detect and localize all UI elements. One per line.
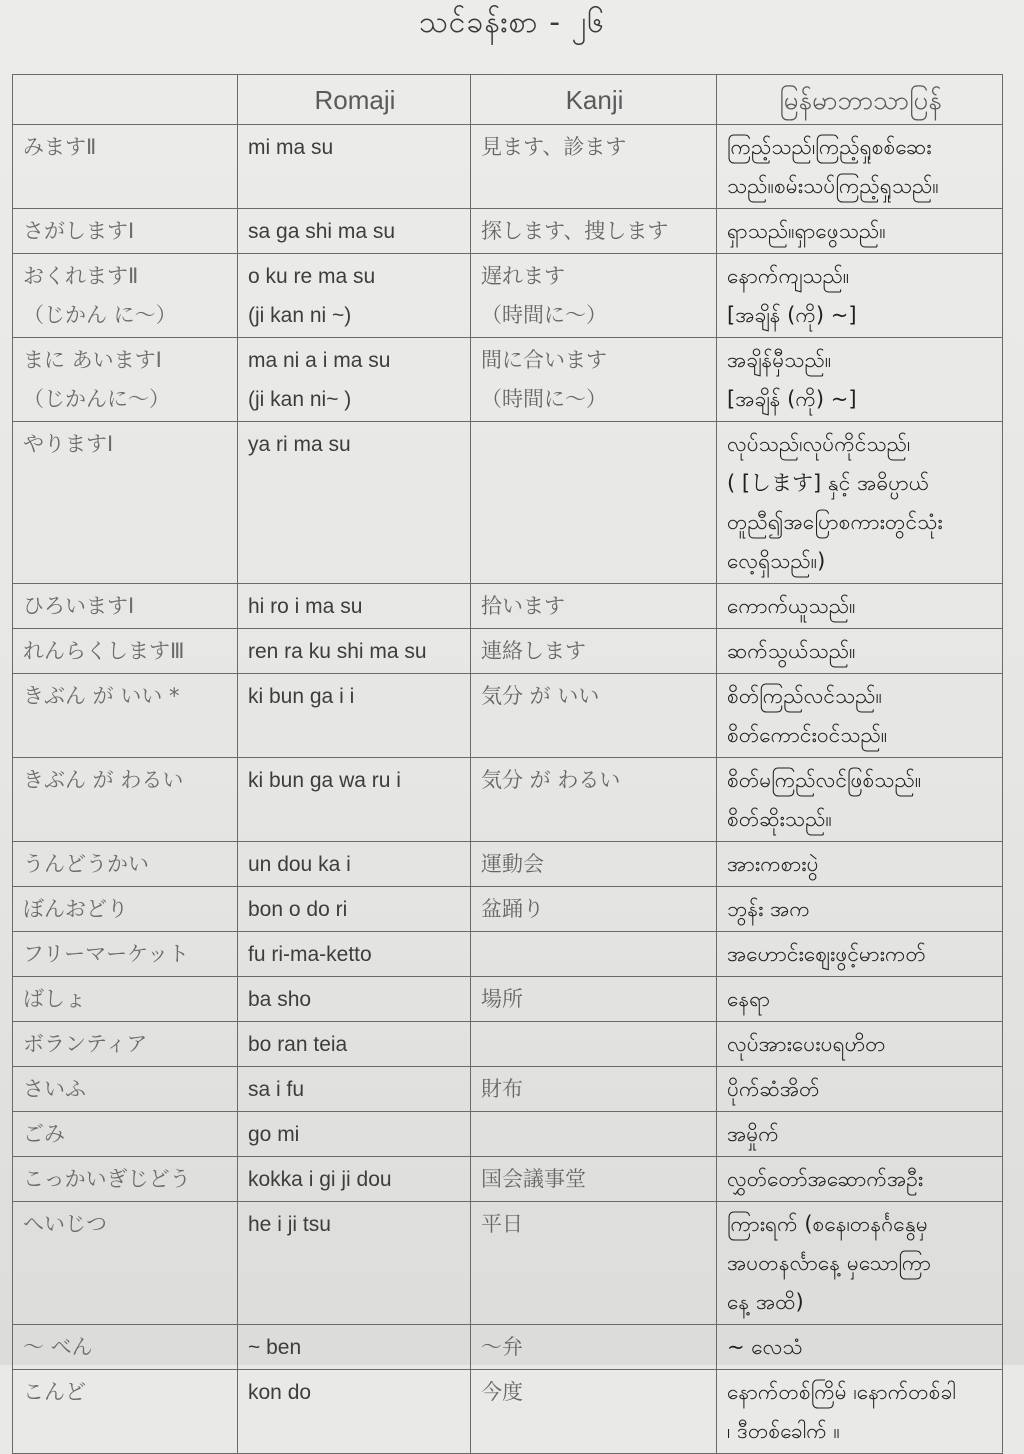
kana-cell: こっかいぎじどう — [13, 1157, 238, 1202]
table-row — [13, 1112, 1003, 1157]
kana-cell: ばしょ — [13, 977, 238, 1022]
kanji-cell: 連絡します — [471, 629, 717, 674]
table-row — [13, 209, 1003, 254]
table-row — [13, 1067, 1003, 1112]
myanmar-cell: လွှတ်တော်အဆောက်အဦး — [717, 1157, 1003, 1202]
kana-cell: うんどうかい — [13, 842, 238, 887]
header-row — [13, 75, 1003, 125]
romaji-cell: he i ji tsu — [238, 1202, 471, 1325]
lesson-title: သင်ခန်းစာ - ၂၆ — [418, 5, 606, 40]
myanmar-cell: အားကစားပွဲ — [717, 842, 1003, 887]
myanmar-cell: အမှိုက် — [717, 1112, 1003, 1157]
myanmar-cell: ကြည့်သည်၊ကြည့်ရှုစစ်ဆေး သည်။စမ်းသပ်ကြည့်ရှုသည်။ — [717, 125, 1003, 209]
kanji-cell: 運動会 — [471, 842, 717, 887]
romaji-cell: un dou ka i — [238, 842, 471, 887]
kanji-cell: 財布 — [471, 1067, 717, 1112]
kana-cell: フリーマーケット — [13, 932, 238, 977]
kana-cell: れんらくしますⅢ — [13, 629, 238, 674]
header-myanmar: မြန်မာဘာသာပြန် — [717, 75, 1003, 125]
kana-cell: こんど — [13, 1370, 238, 1454]
myanmar-cell: နောက်ကျသည်။ [အချိန် (ကို) ~] — [717, 254, 1003, 338]
romaji-cell: ba sho — [238, 977, 471, 1022]
kana-cell: ひろいますⅠ — [13, 584, 238, 629]
table-row — [13, 1022, 1003, 1067]
table-row — [13, 629, 1003, 674]
table-row — [13, 842, 1003, 887]
kanji-cell — [471, 1112, 717, 1157]
kana-cell: きぶん が わるい — [13, 758, 238, 842]
romaji-cell: ~ ben — [238, 1325, 471, 1370]
kana-cell: きぶん が いい * — [13, 674, 238, 758]
kana-cell: みますⅡ — [13, 125, 238, 209]
table-row — [13, 887, 1003, 932]
kana-cell: やりますⅠ — [13, 422, 238, 584]
kana-cell: さいふ — [13, 1067, 238, 1112]
table-row — [13, 758, 1003, 842]
kanji-cell — [471, 932, 717, 977]
kana-cell: へいじつ — [13, 1202, 238, 1325]
romaji-cell: fu ri-ma-ketto — [238, 932, 471, 977]
table-row — [13, 1157, 1003, 1202]
table-row — [13, 977, 1003, 1022]
myanmar-cell: ~ လေသံ — [717, 1325, 1003, 1370]
romaji-cell: kon do — [238, 1370, 471, 1454]
kana-cell: ボランティア — [13, 1022, 238, 1067]
myanmar-cell: ရှာသည်။ရှာဖွေသည်။ — [717, 209, 1003, 254]
romaji-cell: ya ri ma su — [238, 422, 471, 584]
kana-cell: ごみ — [13, 1112, 238, 1157]
kanji-cell: 場所 — [471, 977, 717, 1022]
table-row — [13, 674, 1003, 758]
table-row — [13, 1202, 1003, 1325]
myanmar-cell: လုပ်သည်၊လုပ်ကိုင်သည်၊ ( [します] နှင့် အဓိပ္ပာယ် တူညီ၍အပြောစကားတွင်သုံး လေ့ရှိသည်။) — [717, 422, 1003, 584]
header-kana — [13, 75, 238, 125]
table-row — [13, 932, 1003, 977]
myanmar-cell: နောက်တစ်ကြိမ် ၊နောက်တစ်ခါ ၊ ဒီတစ်ခေါက် ။ — [717, 1370, 1003, 1454]
kanji-cell: 盆踊り — [471, 887, 717, 932]
myanmar-cell: ကောက်ယူသည်။ — [717, 584, 1003, 629]
myanmar-cell: ဆက်သွယ်သည်။ — [717, 629, 1003, 674]
vocabulary-rows — [13, 125, 1003, 1454]
myanmar-cell: အဟောင်းဈေးဖွင့်မားကတ် — [717, 932, 1003, 977]
header-romaji: Romaji — [238, 75, 471, 125]
romaji-cell: sa ga shi ma su — [238, 209, 471, 254]
kanji-cell: 国会議事堂 — [471, 1157, 717, 1202]
table-row — [13, 1370, 1003, 1454]
myanmar-cell: နေရာ — [717, 977, 1003, 1022]
header-kanji: Kanji — [471, 75, 717, 125]
myanmar-cell: ကြားရက် (စနေ၊တနင်္ဂနွေမှ အပတနင်္လာနေ့ မှသောကြာ နေ့ အထိ) — [717, 1202, 1003, 1325]
kanji-cell: 探します、捜します — [471, 209, 717, 254]
romaji-cell: bon o do ri — [238, 887, 471, 932]
kana-cell: おくれますⅡ （じかん に〜） — [13, 254, 238, 338]
table-row — [13, 254, 1003, 338]
romaji-cell: ki bun ga i i — [238, 674, 471, 758]
myanmar-cell: စိတ်မကြည်လင်ဖြစ်သည်။ စိတ်ဆိုးသည်။ — [717, 758, 1003, 842]
romaji-cell: go mi — [238, 1112, 471, 1157]
table-row — [13, 422, 1003, 584]
kana-cell: ぼんおどり — [13, 887, 238, 932]
vocabulary-table — [12, 74, 1003, 1454]
romaji-cell: bo ran teia — [238, 1022, 471, 1067]
myanmar-cell: စိတ်ကြည်လင်သည်။ စိတ်ကောင်းဝင်သည်။ — [717, 674, 1003, 758]
romaji-cell: ki bun ga wa ru i — [238, 758, 471, 842]
myanmar-cell: ပိုက်ဆံအိတ် — [717, 1067, 1003, 1112]
kanji-cell: 気分 が いい — [471, 674, 717, 758]
kanji-cell: 拾います — [471, 584, 717, 629]
table-row — [13, 584, 1003, 629]
kanji-cell: 今度 — [471, 1370, 717, 1454]
kanji-cell: 見ます、診ます — [471, 125, 717, 209]
kana-cell: さがしますⅠ — [13, 209, 238, 254]
kanji-cell — [471, 422, 717, 584]
kanji-cell: 間に合います （時間に〜） — [471, 338, 717, 422]
romaji-cell: ma ni a i ma su (ji kan ni~ ) — [238, 338, 471, 422]
table-row — [13, 1325, 1003, 1370]
table-row — [13, 338, 1003, 422]
myanmar-cell: ဘွန်း အက — [717, 887, 1003, 932]
romaji-cell: sa i fu — [238, 1067, 471, 1112]
table-row — [13, 125, 1003, 209]
kanji-cell: 〜弁 — [471, 1325, 717, 1370]
myanmar-cell: လုပ်အားပေးပရဟိတ — [717, 1022, 1003, 1067]
kanji-cell: 気分 が わるい — [471, 758, 717, 842]
kana-cell: 〜 べん — [13, 1325, 238, 1370]
romaji-cell: kokka i gi ji dou — [238, 1157, 471, 1202]
kana-cell: まに あいますⅠ （じかんに〜） — [13, 338, 238, 422]
romaji-cell: hi ro i ma su — [238, 584, 471, 629]
kanji-cell — [471, 1022, 717, 1067]
romaji-cell: o ku re ma su (ji kan ni ~) — [238, 254, 471, 338]
romaji-cell: ren ra ku shi ma su — [238, 629, 471, 674]
romaji-cell: mi ma su — [238, 125, 471, 209]
kanji-cell: 遅れます （時間に〜） — [471, 254, 717, 338]
kanji-cell: 平日 — [471, 1202, 717, 1325]
myanmar-cell: အချိန်မှီသည်။ [အချိန် (ကို) ~] — [717, 338, 1003, 422]
